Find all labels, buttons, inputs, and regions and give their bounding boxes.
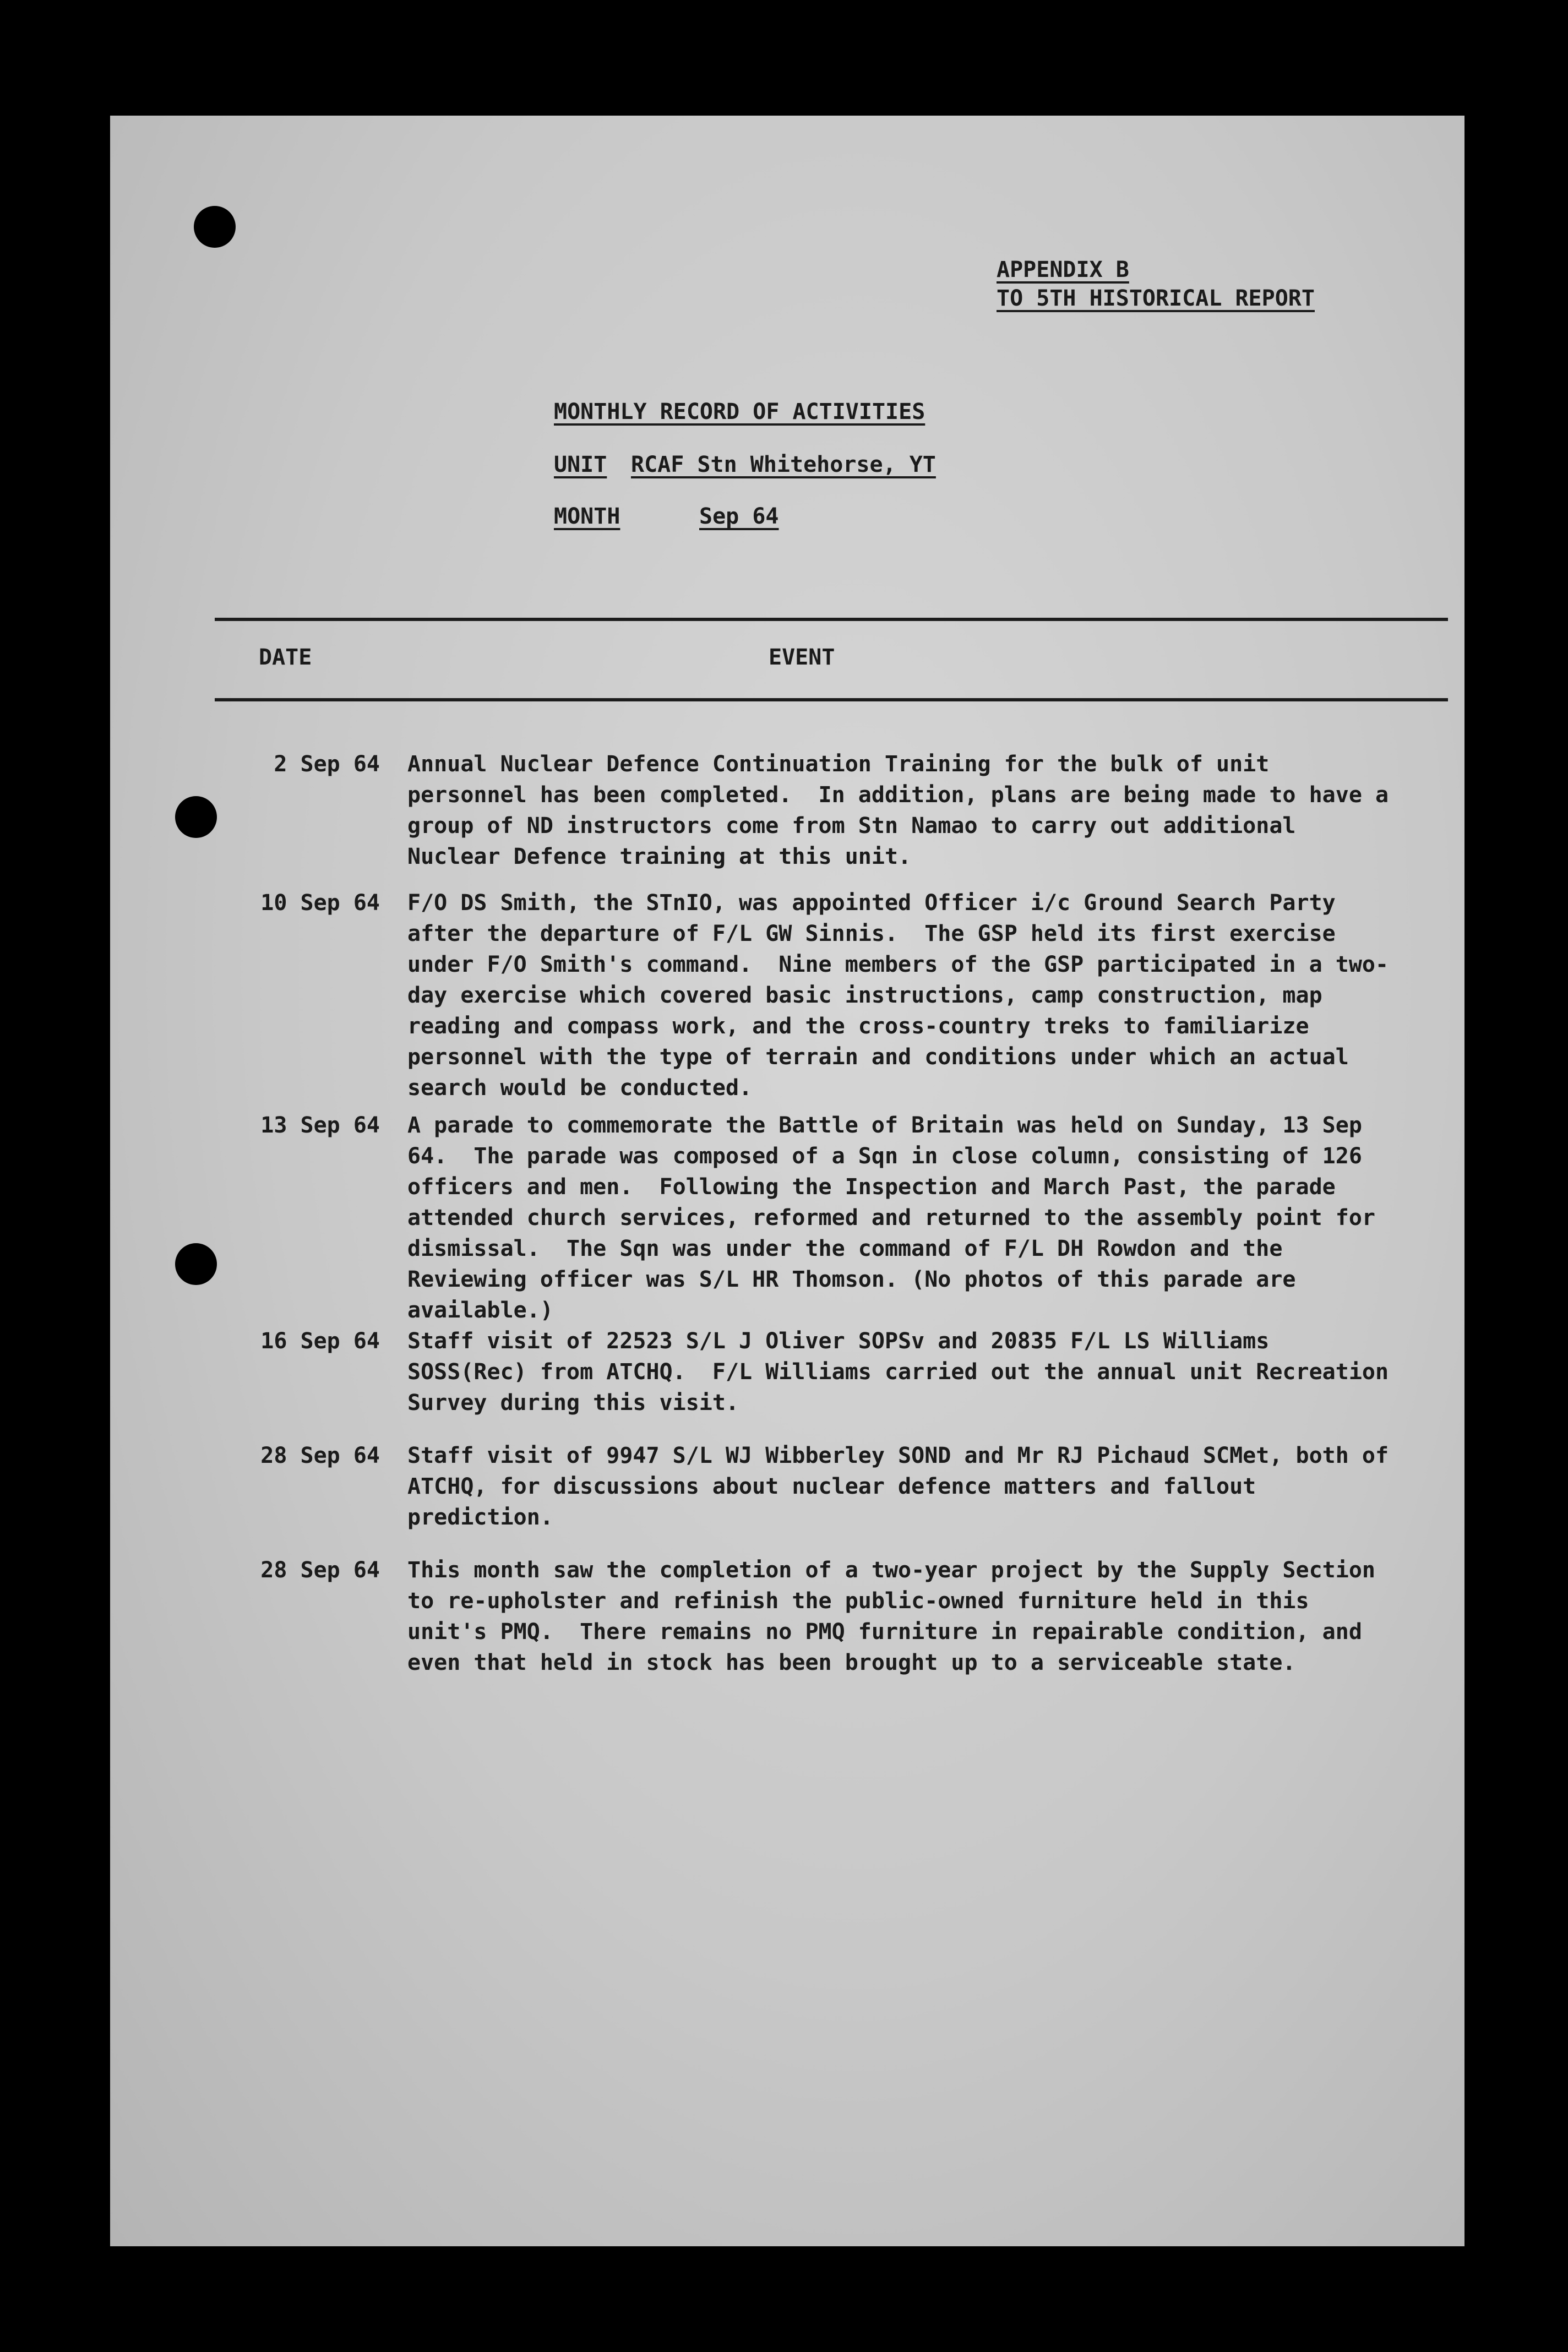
month-label: MONTH bbox=[554, 504, 620, 529]
event-text: This month saw the completion of a two-year project by the Supply Section to re-upholster and refinish the public-owned furniture held in this unit's PMQ. There remains no PMQ furniture in repairable condition, and even that held in stock has been brought up to a serviceable state. bbox=[407, 1558, 1389, 1675]
table-header-rule bbox=[215, 698, 1448, 701]
column-header-event: EVENT bbox=[769, 645, 835, 670]
document-page bbox=[110, 116, 1464, 2246]
column-header-date: DATE bbox=[259, 645, 312, 670]
event-text: F/O DS Smith, the STnIO, was appointed Officer i/c Ground Search Party after the departure of F/L GW Sinnis. The GSP held its first exercise under F/O Smith's command. Nine members of the GSP participated in a two-day exercise which covered basic instructions, camp construction, map reading and compass work, and the cross-country treks to familiarize personnel with the type of terrain and conditions under which an actual search would be conducted. bbox=[407, 890, 1389, 1101]
unit-value: RCAF Stn Whitehorse, YT bbox=[631, 452, 936, 477]
appendix-line-1: APPENDIX B bbox=[997, 257, 1129, 282]
appendix-line-2: TO 5TH HISTORICAL REPORT bbox=[997, 286, 1315, 311]
event-text: Staff visit of 22523 S/L J Oliver SOPSv and 20835 F/L LS Williams SOSS(Rec) from ATCHQ. F/L Williams carried out the annual unit Recreation Survey during this visit. bbox=[407, 1329, 1402, 1415]
event-text: Staff visit of 9947 S/L WJ Wibberley SOND and Mr RJ Pichaud SCMet, both of ATCHQ, for discussions about nuclear defence matters and fallout prediction. bbox=[407, 1443, 1402, 1530]
punch-hole-top bbox=[194, 206, 236, 248]
report-title: MONTHLY RECORD OF ACTIVITIES bbox=[554, 399, 925, 424]
punch-hole-bottom bbox=[175, 1243, 217, 1285]
event-date: 28 Sep 64 bbox=[260, 1558, 380, 1583]
event-date: 13 Sep 64 bbox=[260, 1113, 380, 1138]
table-top-rule bbox=[215, 618, 1448, 621]
event-date: 10 Sep 64 bbox=[260, 890, 380, 916]
event-text: Annual Nuclear Defence Continuation Training for the bulk of unit personnel has been completed. In addition, plans are being made to have a group of ND instructors come from Stn Namao to carry out additional Nuclear Defence training at this unit. bbox=[407, 752, 1402, 869]
event-date: 2 Sep 64 bbox=[274, 752, 380, 777]
event-date: 16 Sep 64 bbox=[260, 1329, 380, 1354]
event-text: A parade to commemorate the Battle of Britain was held on Sunday, 13 Sep 64. The parade was composed of a Sqn in close column, consisting of 126 officers and men. Following the Inspection and March Past, the parade attended church services, reformed and returned to the assembly point for dismissal. The Sqn was under the command of F/L DH Rowdon and the Reviewing officer was S/L HR Thomson. (No photos of this parade are available.) bbox=[407, 1113, 1389, 1323]
month-value: Sep 64 bbox=[699, 504, 779, 529]
event-date: 28 Sep 64 bbox=[260, 1443, 380, 1468]
punch-hole-middle bbox=[175, 796, 217, 838]
unit-label: UNIT bbox=[554, 452, 607, 477]
